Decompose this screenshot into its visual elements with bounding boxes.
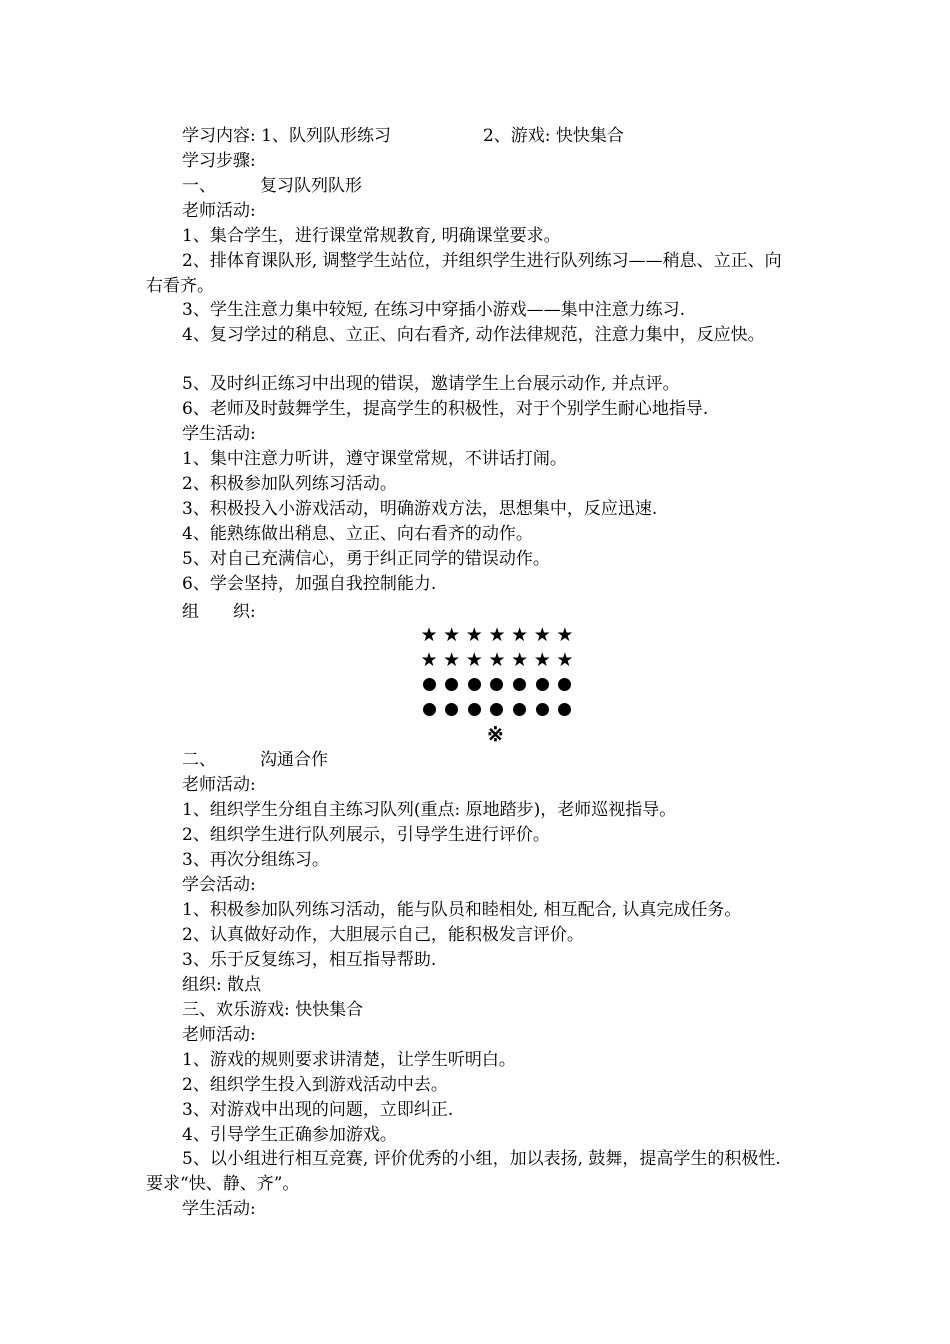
dot-mark bbox=[555, 699, 575, 721]
section1-teacher-item: 5、及时纠正练习中出现的错误，邀请学生上台展示动作, 并点评。 bbox=[182, 374, 680, 394]
dot-mark bbox=[464, 674, 484, 696]
dot-shape bbox=[513, 678, 526, 691]
dot-shape bbox=[445, 678, 458, 691]
star-mark: ★ bbox=[556, 649, 574, 671]
star-mark: ★ bbox=[465, 649, 483, 671]
section3-student-label: 学生活动: bbox=[182, 1199, 256, 1219]
section3-teacher-item: 2、组织学生投入到游戏活动中去。 bbox=[182, 1075, 448, 1095]
section2-num: 二、 bbox=[182, 750, 216, 770]
formation-star-row-2 bbox=[419, 649, 575, 671]
star-mark: ★ bbox=[443, 624, 461, 646]
dot-mark bbox=[419, 699, 439, 721]
formation-dot-row-1 bbox=[419, 674, 575, 696]
star-mark: ★ bbox=[420, 624, 438, 646]
dot-mark bbox=[442, 699, 462, 721]
dot-mark bbox=[487, 699, 507, 721]
section1-student-label: 学生活动: bbox=[182, 424, 256, 444]
star-mark: ★ bbox=[488, 624, 506, 646]
dot-shape bbox=[468, 678, 481, 691]
section1-student-item: 1、集中注意力听讲，遵守课堂常规，不讲话打闹。 bbox=[182, 449, 567, 469]
dot-shape bbox=[423, 678, 436, 691]
section1-teacher-item: 1、集合学生，进行课堂常规教育, 明确课堂要求。 bbox=[182, 226, 561, 246]
dot-mark bbox=[419, 674, 439, 696]
content-label: 学习内容: 1、队列队形练习 bbox=[182, 126, 391, 146]
star-mark: ★ bbox=[443, 649, 461, 671]
dot-mark bbox=[555, 674, 575, 696]
dot-mark bbox=[510, 699, 530, 721]
star-mark: ★ bbox=[511, 649, 529, 671]
section2-org: 组织: 散点 bbox=[182, 975, 262, 995]
section1-student-item: 6、学会坚持，加强自我控制能力. bbox=[182, 574, 437, 594]
dot-shape bbox=[423, 703, 436, 716]
section2-student-item: 2、认真做好动作，大胆展示自己，能积极发言评价。 bbox=[182, 925, 584, 945]
section2-heading bbox=[182, 748, 328, 772]
section3-teacher-item: 1、游戏的规则要求讲清楚，让学生听明白。 bbox=[182, 1050, 516, 1070]
steps-label: 学习步骤: bbox=[182, 151, 256, 171]
dot-mark bbox=[532, 674, 552, 696]
formation-star-row-1 bbox=[419, 624, 575, 646]
section3-teacher-item: 3、对游戏中出现的问题，立即纠正. bbox=[182, 1100, 454, 1120]
star-mark: ★ bbox=[533, 649, 551, 671]
section3-teacher-item: 4、引导学生正确参加游戏。 bbox=[182, 1125, 397, 1145]
section1-title: 复习队列队形 bbox=[260, 176, 362, 196]
section2-teacher-item: 3、再次分组练习。 bbox=[182, 850, 329, 870]
star-mark: ★ bbox=[420, 649, 438, 671]
dot-mark bbox=[442, 674, 462, 696]
section2-title: 沟通合作 bbox=[260, 750, 328, 770]
section1-student-item: 4、能熟练做出稍息、立正、向右看齐的动作。 bbox=[182, 524, 533, 544]
dot-mark bbox=[510, 674, 530, 696]
dot-mark bbox=[464, 699, 484, 721]
star-mark: ★ bbox=[465, 624, 483, 646]
section2-student-item: 3、乐于反复练习，相互指导帮助. bbox=[182, 950, 437, 970]
section1-heading bbox=[182, 174, 362, 198]
dot-shape bbox=[558, 678, 571, 691]
dot-shape bbox=[536, 703, 549, 716]
dot-shape bbox=[445, 703, 458, 716]
content-item-2: 2、游戏: 快快集合 bbox=[482, 126, 624, 146]
section1-teacher-item: 3、学生注意力集中较短, 在练习中穿插小游戏——集中注意力练习. bbox=[182, 300, 686, 320]
section1-student-item: 2、积极参加队列练习活动。 bbox=[182, 474, 397, 494]
section2-teacher-label: 老师活动: bbox=[182, 775, 256, 795]
dot-shape bbox=[468, 703, 481, 716]
star-mark: ★ bbox=[556, 624, 574, 646]
section2-student-label: 学会活动: bbox=[182, 875, 256, 895]
dot-mark bbox=[487, 674, 507, 696]
dot-shape bbox=[536, 678, 549, 691]
section3-teacher-label: 老师活动: bbox=[182, 1025, 256, 1045]
section2-teacher-item: 1、组织学生分组自主练习队列(重点: 原地踏步)，老师巡视指导。 bbox=[182, 800, 677, 820]
dot-shape bbox=[558, 703, 571, 716]
section1-org-label: 组 织: bbox=[182, 602, 256, 622]
section1-teacher-item: 2、排体育课队形, 调整学生站位，并组织学生进行队列练习——稍息、立正、向右看齐。 bbox=[146, 251, 782, 296]
section1-student-item: 5、对自己充满信心，勇于纠正同学的错误动作。 bbox=[182, 549, 550, 569]
section1-student-item: 3、积极投入小游戏活动，明确游戏方法，思想集中，反应迅速. bbox=[182, 499, 658, 519]
dot-mark bbox=[532, 699, 552, 721]
section1-teacher-label: 老师活动: bbox=[182, 201, 256, 221]
formation-diagram bbox=[419, 624, 577, 748]
star-mark: ★ bbox=[533, 624, 551, 646]
formation-dot-row-2 bbox=[419, 699, 575, 721]
section2-teacher-item: 2、组织学生进行队列展示，引导学生进行评价。 bbox=[182, 825, 550, 845]
content-line bbox=[182, 124, 624, 148]
section1-num: 一、 bbox=[182, 176, 216, 196]
section3-heading: 三、欢乐游戏: 快快集合 bbox=[182, 1000, 364, 1020]
dot-shape bbox=[490, 678, 503, 691]
dot-shape bbox=[513, 703, 526, 716]
section1-teacher-item: 4、复习学过的稍息、立正、向右看齐, 动作法律规范，注意力集中，反应快。 bbox=[182, 325, 765, 345]
section2-student-item: 1、积极参加队列练习活动，能与队员和睦相处, 相互配合, 认真完成任务。 bbox=[182, 900, 742, 920]
teacher-position-mark: ※ bbox=[487, 722, 504, 746]
dot-shape bbox=[490, 703, 503, 716]
section3-teacher-item: 5、以小组进行相互竞赛, 评价优秀的小组，加以表扬, 鼓舞，提高学生的积极性. 要求“快、静、齐”。 bbox=[146, 1149, 781, 1194]
star-mark: ★ bbox=[488, 649, 506, 671]
star-mark: ★ bbox=[511, 624, 529, 646]
section1-teacher-item: 6、老师及时鼓舞学生，提高学生的积极性，对于个别学生耐心地指导. bbox=[182, 399, 709, 419]
